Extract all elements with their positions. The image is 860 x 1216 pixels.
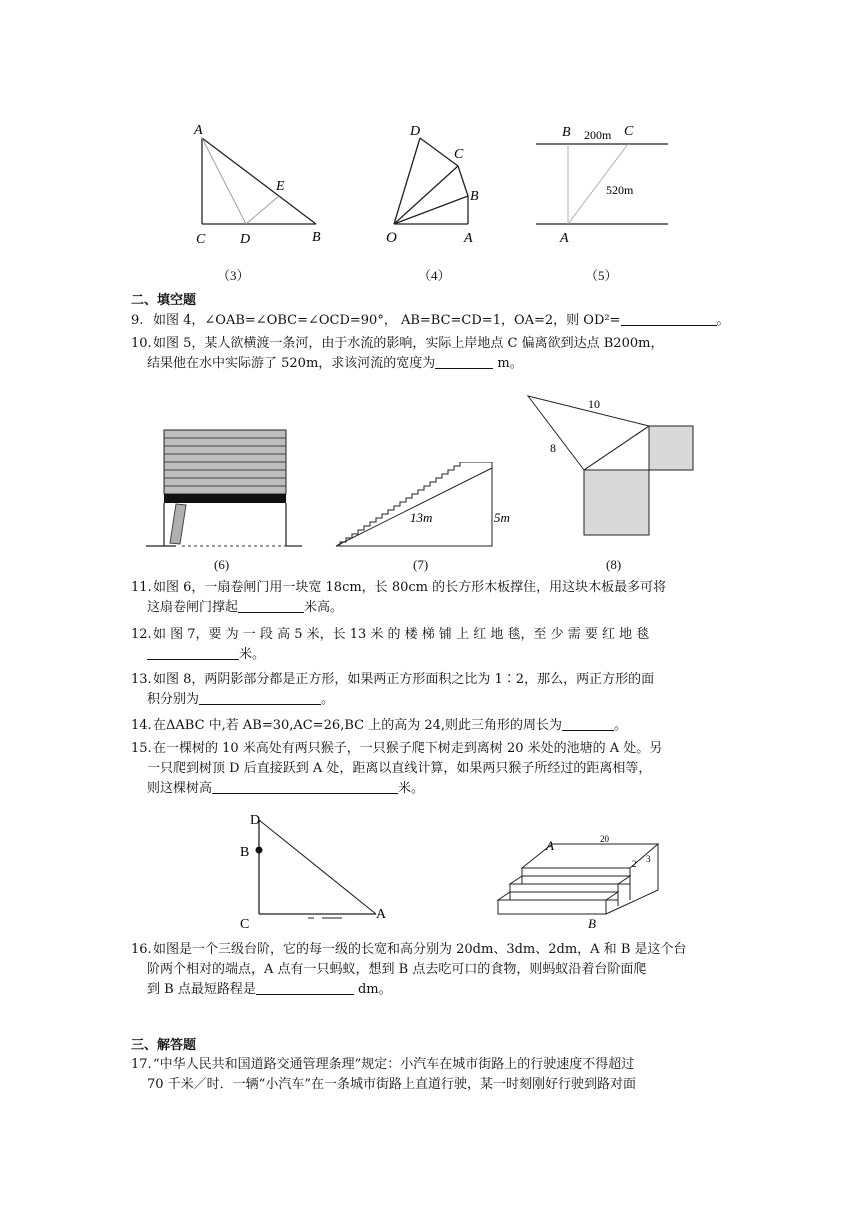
- tree-label-a: A: [376, 907, 387, 922]
- q11-answer-blank[interactable]: [238, 598, 304, 613]
- fig8-caption: (8): [606, 557, 622, 572]
- fig4-label-o: O: [386, 230, 397, 246]
- q10-line1: 如图 5，某人欲横渡一条河，由于水流的影响，实际上岸地点 C 偏离欲到达点 B200m，: [153, 336, 664, 351]
- q9-text: 如图 4，∠OAB=∠OBC=∠OCD=90°， AB=BC=CD=1，OA=2，则 OD²=: [153, 313, 621, 328]
- section-solve-title: 三、解答题: [131, 1038, 197, 1053]
- q13-line2: 积分别为: [147, 692, 200, 707]
- q16-line1: 如图是一个三级台阶，它的每一级的长宽和高分别为 20dm、3dm、2dm，A 和 B 是这个台: [153, 942, 687, 957]
- q9-number: 9.: [131, 313, 144, 328]
- q16-answer-blank[interactable]: [256, 980, 354, 995]
- figure-stairs: [490, 832, 670, 932]
- figure-7: [330, 462, 515, 552]
- question-12: [131, 625, 741, 665]
- q16-line3: 到 B 点最短路程是: [147, 982, 256, 997]
- q10-answer-blank[interactable]: [435, 354, 493, 369]
- figure-4: [380, 118, 490, 248]
- fig7-label-13m: 13m: [410, 510, 433, 525]
- q16-line2: 阶两个相对的端点，A 点有一只蚂蚁，想到 B 点去吃可口的食物，则蚂蚁沿着台阶面爬: [147, 962, 647, 977]
- fig5-label-b: B: [562, 125, 571, 140]
- stairs-label-2: 2: [632, 859, 637, 869]
- fig4-label-c: C: [454, 147, 464, 162]
- fig4-label-b: B: [470, 189, 479, 204]
- question-13: [131, 670, 741, 710]
- q16-end: dm。: [357, 982, 392, 997]
- question-16: [131, 940, 741, 1000]
- fig6-caption: (6): [214, 557, 230, 572]
- q15-answer-blank[interactable]: [212, 779, 398, 794]
- q16-number: 16.: [131, 942, 152, 957]
- q15-line2: 一只爬到树顶 D 后直接跃到 A 处，距离以直线计算，如果两只猴子所经过的距离相等，: [147, 761, 652, 776]
- figure-6: [140, 420, 310, 550]
- stairs-label-a: A: [546, 838, 554, 853]
- q13-line1: 如图 8，两阴影部分都是正方形，如果两正方形面积之比为 1∶2，那么，两正方形的面: [153, 672, 655, 687]
- stairs-label-3: 3: [646, 854, 651, 864]
- section-fill-in-title: 二、填空题: [131, 293, 197, 308]
- fig4-caption: （4）: [418, 268, 451, 283]
- tree-label-d: D: [250, 813, 261, 828]
- fig3-label-d: D: [240, 232, 251, 247]
- figure-5: [530, 118, 680, 248]
- q13-answer-blank[interactable]: [199, 690, 321, 705]
- fig5-label-200m: 200m: [584, 128, 612, 142]
- q17-number: 17.: [131, 1057, 152, 1072]
- q17-line2: 70 千米／时．一辆“小汽车”在一条城市街路上直道行驶，某一时刻刚好行驶到路对面: [147, 1077, 636, 1092]
- q14-end: 。: [614, 718, 628, 733]
- fig4-label-a: A: [464, 231, 473, 246]
- fig7-label-5m: 5m: [494, 510, 510, 525]
- q11-number: 11.: [131, 580, 152, 595]
- q14-text: 在ΔABC 中,若 AB=30,AC=26,BC 上的高为 24,则此三角形的周长为: [153, 718, 563, 733]
- q13-end: 。: [321, 692, 335, 707]
- tree-label-b: B: [240, 845, 250, 860]
- q12-line1: 如 图 7，要 为 一 段 高 5 米，长 13 米 的 楼 梯 铺 上 红 地 毯，至 少 需 要 红 地 毯: [153, 627, 650, 642]
- figure-tree: [232, 808, 402, 933]
- fig5-caption: （5）: [585, 268, 618, 283]
- tree-label-c: C: [240, 917, 250, 932]
- q14-number: 14.: [131, 718, 152, 733]
- q12-end: 米。: [239, 647, 266, 662]
- question-10: [131, 334, 741, 374]
- q10-line2: 结果他在水中实际游了 520m，求该河流的宽度为: [147, 356, 436, 371]
- q15-end: 米。: [398, 781, 425, 796]
- q17-line1: “中华人民共和国道路交通管理条理”规定：小汽车在城市街路上的行驶速度不得超过: [153, 1057, 635, 1072]
- q15-line1: 在一棵树的 10 米高处有两只猴子，一只猴子爬下树走到离树 20 米处的池塘的 A 处。另: [153, 741, 663, 756]
- fig5-label-c: C: [624, 124, 634, 139]
- figure-8: [520, 392, 700, 552]
- q9-answer-blank[interactable]: [621, 311, 717, 326]
- fig3-label-c: C: [196, 232, 206, 247]
- fig3-caption: （3）: [217, 268, 250, 283]
- stairs-label-20: 20: [600, 834, 609, 844]
- q15-line3: 则这棵树高: [147, 781, 213, 796]
- q11-line2: 这扇卷闸门撑起: [147, 600, 239, 615]
- q11-end: 米高。: [304, 600, 344, 615]
- q15-number: 15.: [131, 741, 152, 756]
- fig5-label-a: A: [560, 231, 569, 246]
- fig4-label-d: D: [410, 124, 421, 139]
- q11-line1: 如图 6，一扇卷闸门用一块宽 18cm，长 80cm 的长方形木板撑住，用这块木板最多可将: [153, 580, 667, 595]
- q12-answer-blank[interactable]: [147, 645, 239, 660]
- q14-answer-blank[interactable]: [562, 716, 614, 731]
- fig3-label-e: E: [276, 179, 285, 194]
- q13-number: 13.: [131, 672, 152, 687]
- question-9: [131, 311, 741, 331]
- fig3-label-b: B: [312, 230, 321, 245]
- question-11: [131, 578, 741, 618]
- q12-number: 12.: [131, 627, 152, 642]
- q10-number: 10.: [131, 336, 152, 351]
- fig3-label-a: A: [194, 123, 203, 138]
- fig8-label-10: 10: [588, 397, 600, 411]
- fig5-label-520m: 520m: [606, 183, 634, 197]
- fig7-caption: (7): [413, 557, 429, 572]
- q9-end: 。: [716, 313, 730, 328]
- q10-end: m。: [497, 356, 523, 371]
- question-14: [131, 716, 741, 736]
- stairs-label-b: B: [588, 916, 596, 931]
- fig8-label-8: 8: [550, 441, 556, 455]
- question-17: [131, 1055, 741, 1095]
- question-15: [131, 739, 741, 799]
- figure-3: [180, 118, 340, 248]
